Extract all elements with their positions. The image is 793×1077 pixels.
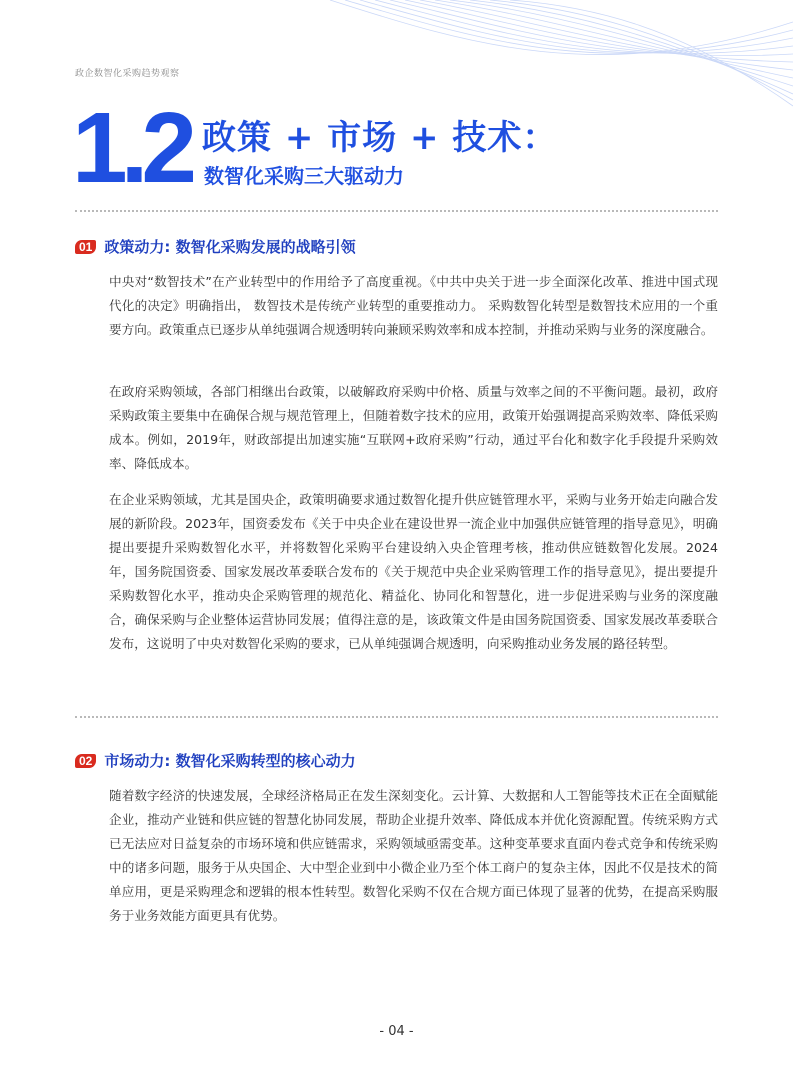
chapter-subtitle: 数智化采购三大驱动力 (204, 164, 404, 188)
paragraph: 中央对“数智技术”在产业转型中的作用给予了高度重视。《中共中央关于进一步全面深化改革、推进中国式现代化的决定》明确指出， 数智技术是传统产业转型的重要推动力。 采购数智化转型是数智技术应用的一个重要方向。政策重点已逐步从单纯强调合规透明转向兼顾采购效率和成本控制，并推动采购与业务的深度融合。 (109, 274, 718, 337)
chapter-title: 政策 + 市场 + 技术： (202, 118, 558, 158)
paragraph: 在政府采购领域，各部门相继出台政策，以破解政府采购中价格、质量与效率之间的不平衡问题。最初，政府采购政策主要集中在确保合规与规范管理上，但随着数字技术的应用，政策开始强调提高采购效率、降低采购成本。例如，2019年，财政部提出加速实施“互联网+政府采购”行动，通过平台化和数字化手段提升采购效率、降低成本。 (109, 384, 718, 471)
section-header-market (75, 750, 356, 771)
paragraph: 随着数字经济的快速发展，全球经济格局正在发生深刻变化。云计算、大数据和人工智能等技术正在全面赋能企业，推动产业链和供应链的智慧化协同发展，帮助企业提升效率、降低成本并优化资源配置。传统采购方式已无法应对日益复杂的市场环境和供应链需求，采购领域亟需变革。这种变革要求直面内卷式竞争和传统采购中的诸多问题，服务于从央国企、大中型企业到中小微企业乃至个体工商户的复杂主体，因此不仅是技术的简单应用，更是采购理念和逻辑的根本性转型。数智化采购不仅在合规方面已体现了显著的优势，在提高采购服务于业务效能方面更具有优势。 (109, 788, 718, 923)
section-number: 1.2 (72, 92, 191, 204)
section-header-policy (75, 236, 356, 257)
paragraph: 在企业采购领域，尤其是国央企，政策明确要求通过数智化提升供应链管理水平，采购与业务开始走向融合发展的新阶段。2023年，国资委发布《关于中央企业在建设世界一流企业中加强供应链管理的指导意见》，明确提出要提升采购数智化水平，并将数智化采购平台建设纳入央企管理考核，推动供应链数智化发展。2024年，国务院国资委、国家发展改革委联合发布的《关于规范中央企业采购管理工作的指导意见》，提出要提升采购数智化水平，推动央企采购管理的规范化、精益化、协同化和智慧化，进一步促进采购与业务的深度融合，确保采购与企业整体运营协同发展；值得注意的是，该政策文件是由国务院国资委、国家发展改革委联合发布，这说明了中央对数智化采购的要求，已从单纯强调合规透明，向采购推动业务发展的路径转型。 (109, 492, 718, 651)
page-number: - 04 - (379, 1024, 414, 1039)
section-title: 政策动力: 数智化采购发展的战略引领 (104, 238, 356, 256)
divider-top (75, 210, 718, 212)
section-badge: 01 (75, 240, 96, 254)
divider-middle (75, 716, 718, 718)
running-header: 政企数智化采购趋势观察 (75, 69, 180, 79)
section-title: 市场动力: 数智化采购转型的核心动力 (104, 752, 356, 770)
section-badge: 02 (75, 754, 96, 768)
